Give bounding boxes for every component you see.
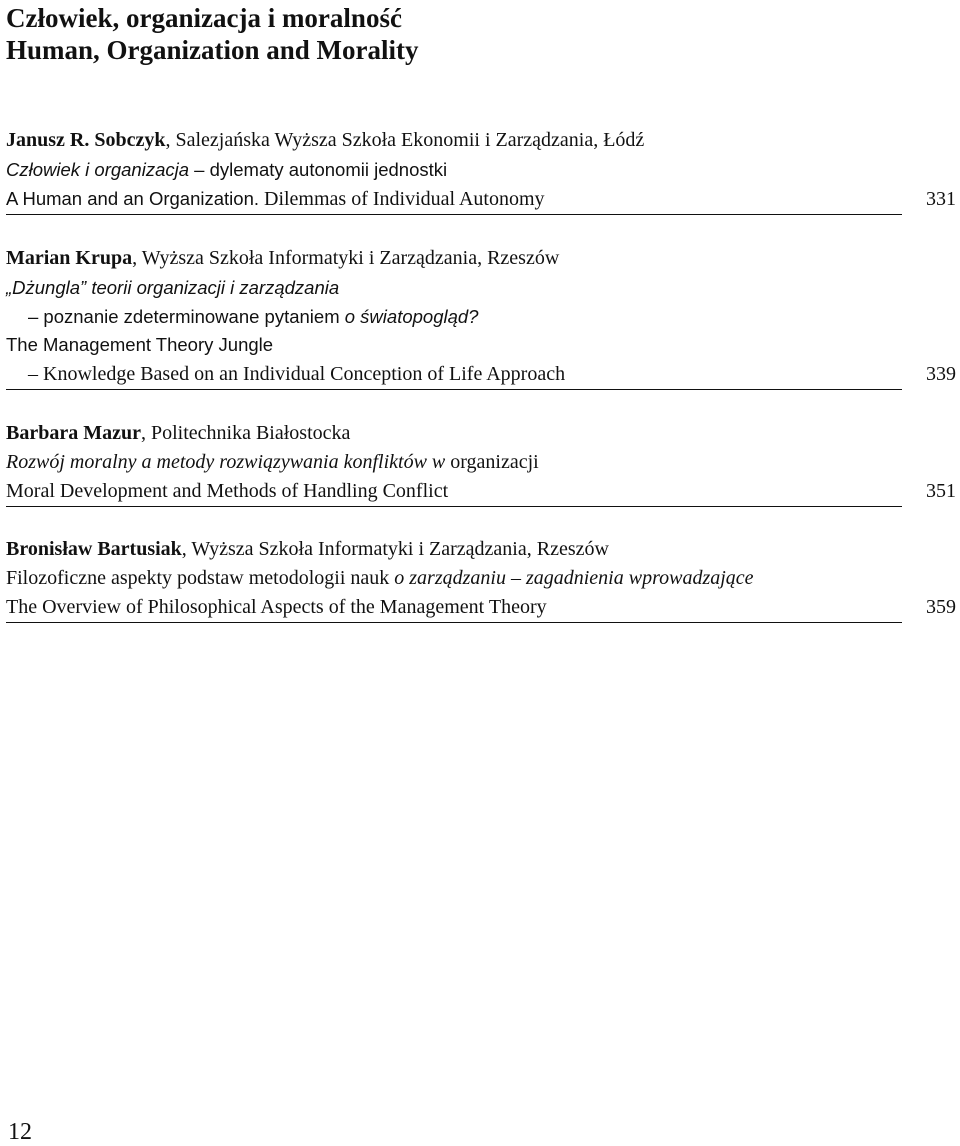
entry-rule [6, 389, 902, 390]
title-regular-part: – dylematy autonomii jednostki [189, 159, 448, 180]
author-affiliation: , Politechnika Białostocka [140, 422, 351, 444]
title-italic-part: Rozwój moralny a metody rozwiązywania konfliktów w [6, 451, 451, 473]
author-name: Janusz R. Sobczyk [6, 129, 166, 151]
title-italic-part: o zarządzaniu – zagadnienia wprowadzające [394, 567, 754, 589]
article-title-english: The Overview of Philosophical Aspects of the Management Theory [6, 596, 547, 618]
article-title-polish-line2 [28, 305, 478, 329]
entry-rule [6, 622, 902, 623]
author-name: Barbara Mazur [6, 422, 141, 444]
title-regular-part: – poznanie zdeterminowane pytaniem [28, 306, 345, 327]
author-affiliation: , Salezjańska Wyższa Szkoła Ekonomii i Zarządzania, Łódź [165, 129, 645, 151]
page-folio: 12 [8, 1119, 32, 1145]
author-line [6, 128, 644, 152]
page-number: 351 [926, 480, 956, 502]
article-title-english-line2: – Knowledge Based on an Individual Conception of Life Approach [28, 363, 566, 385]
article-title-polish [6, 566, 754, 590]
page-number: 331 [926, 188, 956, 210]
section-title-english: Human, Organization and Morality [6, 35, 419, 65]
author-name: Marian Krupa [6, 247, 133, 269]
author-affiliation: , Wyższa Szkoła Informatyki i Zarządzania, Rzeszów [132, 247, 560, 269]
article-title-polish [6, 158, 447, 182]
article-title-polish [6, 450, 539, 474]
entry-rule [6, 214, 902, 215]
title-italic-part: o światopogląd? [344, 306, 479, 327]
page-number: 359 [926, 596, 956, 618]
page-number: 339 [926, 363, 956, 385]
author-line [6, 537, 609, 561]
author-line [6, 421, 350, 445]
title-regular-part: Filozoficzne aspekty podstaw metodologii nauk [6, 567, 395, 589]
entry-rule [6, 506, 902, 507]
article-title-english [6, 187, 545, 211]
section-title-polish: Człowiek, organizacja i moralność [6, 3, 402, 33]
article-title-polish-line1: „Dżungla” teorii organizacji i zarządzania [6, 277, 340, 298]
title-italic-part: Człowiek i organizacja [6, 159, 190, 180]
author-affiliation: , Wyższa Szkoła Informatyki i Zarządzania, Rzeszów [181, 538, 609, 560]
title-regular-part: organizacji [450, 451, 539, 473]
article-title-english: Moral Development and Methods of Handling Conflict [6, 480, 449, 502]
author-line [6, 246, 559, 270]
title-sans-part: A Human and an Organization. [6, 188, 259, 209]
article-title-english-line1: The Management Theory Jungle [6, 334, 274, 355]
author-name: Bronisław Bartusiak [6, 538, 182, 560]
title-serif-part: Dilemmas of Individual Autonomy [259, 188, 545, 210]
